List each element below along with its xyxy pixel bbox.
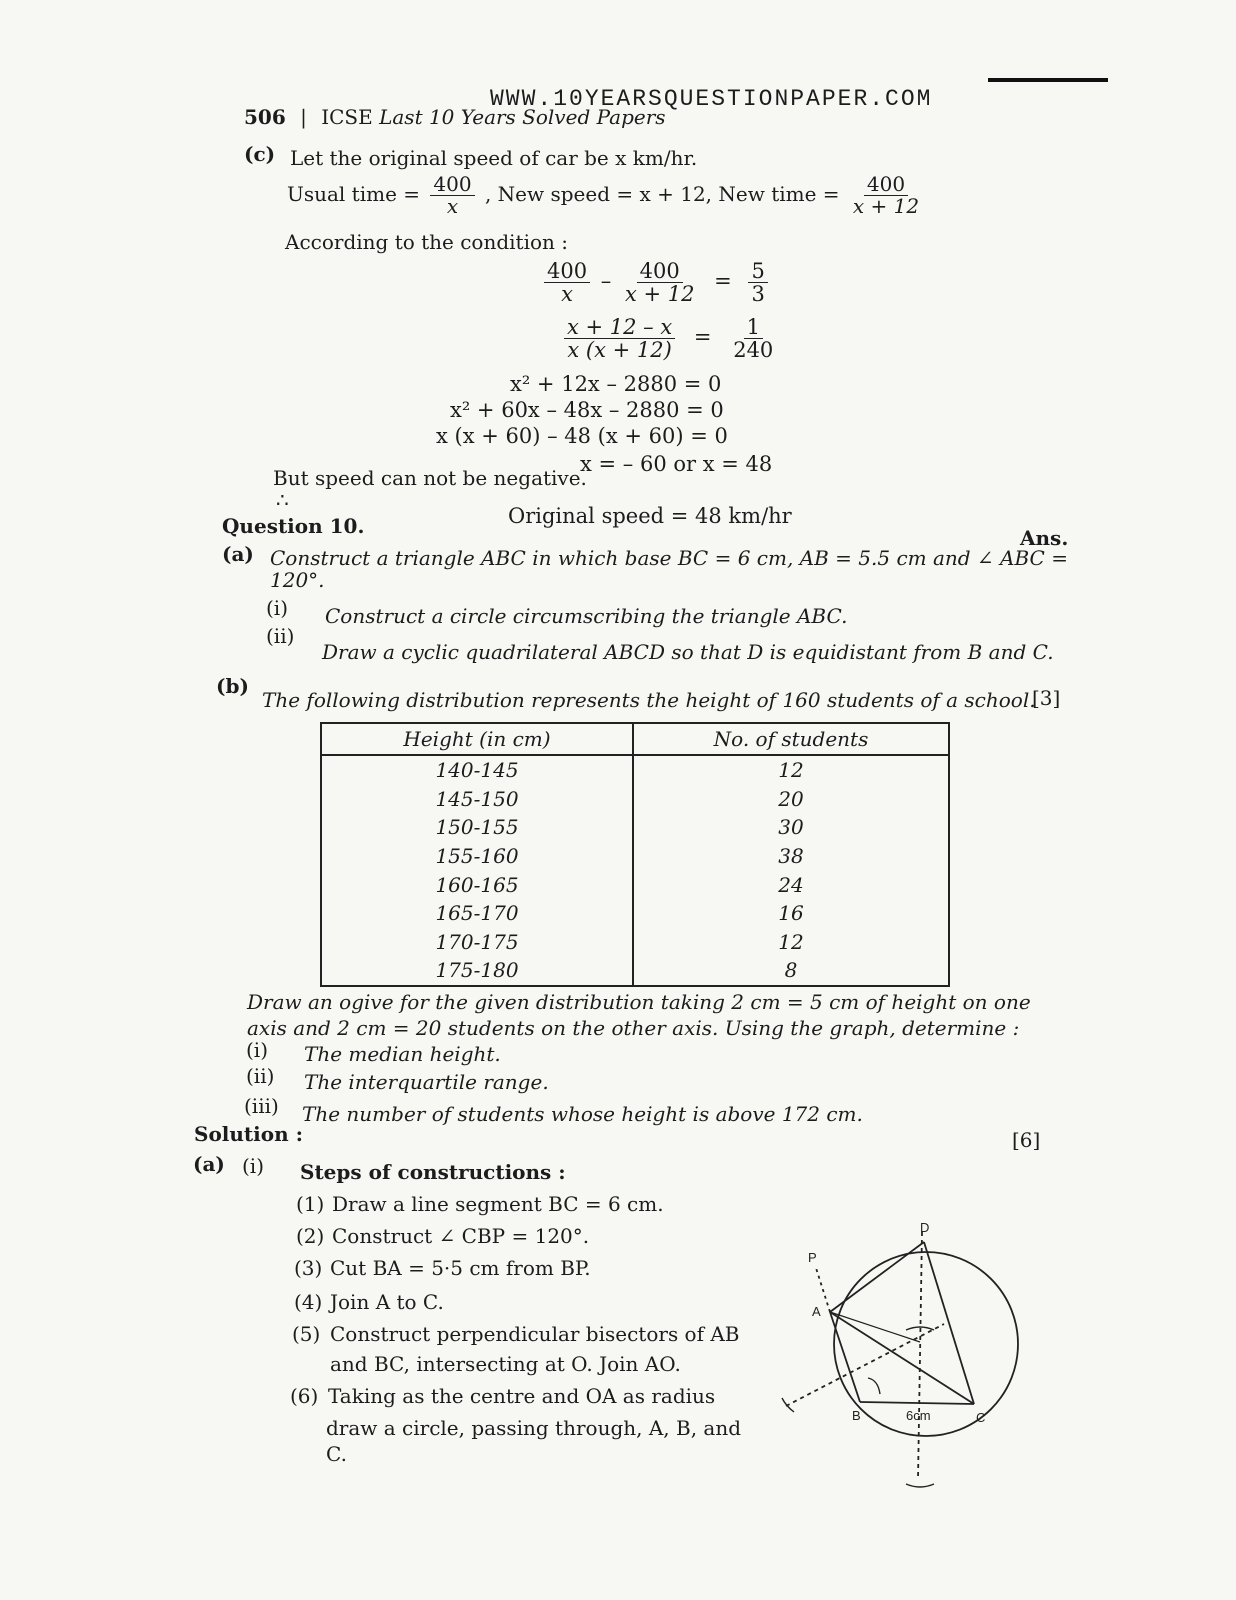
label-bc-length: 6cm <box>906 1408 931 1423</box>
height-cell: 145-150 <box>321 785 633 814</box>
step-2: (2) Construct ∠ CBP = 120°. <box>296 1224 590 1248</box>
question-10-title: Question 10. <box>222 514 365 538</box>
eq1-frac-a: $\frac{400}{x}$ <box>544 260 590 305</box>
q10b-ii-label: (ii) <box>246 1064 275 1088</box>
usual-time-line <box>287 174 926 217</box>
step-4: (4) Join A to C. <box>294 1290 444 1314</box>
q10a-label: (a) <box>222 542 254 566</box>
students-cell: 8 <box>784 958 798 983</box>
table-row <box>321 785 949 814</box>
negative-note: But speed can not be negative. <box>273 466 587 490</box>
ans-label: Ans. <box>1020 526 1069 550</box>
q10b-marks: [6] <box>1012 1128 1041 1152</box>
q10b-iii-text: The number of students whose height is above 172 cm. <box>302 1102 863 1126</box>
q10a-marks: [3] <box>1032 686 1061 710</box>
part-c-intro: Let the original speed of car be x km/hr. <box>290 146 698 170</box>
q10a-ii-label: (ii) <box>266 624 295 648</box>
table-row <box>321 842 949 871</box>
arc-mark-bottom <box>906 1484 934 1487</box>
eq1-frac-r: $\frac{5}{3}$ <box>748 260 767 305</box>
q10a-ii-text: Draw a cyclic quadrilateral ABCD so that D is equidistant from B and C. <box>322 640 1054 664</box>
q10a-i-label: (i) <box>266 596 289 620</box>
new-time-fraction: $\frac{400}{x + 12}$ <box>852 172 920 218</box>
segment-ad <box>830 1242 924 1312</box>
eq1-minus: – <box>600 269 612 294</box>
q10a-i-text: Construct a circle circumscribing the triangle ABC. <box>325 604 848 628</box>
students-cell: 20 <box>778 786 804 811</box>
book-title: Last 10 Years Solved Papers <box>379 105 666 129</box>
solution-title: Solution : <box>194 1122 303 1146</box>
ogive-instruction-2: axis and 2 cm = 20 students on the other axis. Using the graph, determine : <box>247 1016 1020 1040</box>
segment-bc <box>860 1402 974 1404</box>
header-height: Height (in cm) <box>321 723 633 755</box>
equation-1 <box>540 260 772 305</box>
eq2-equals: = <box>693 325 712 350</box>
label-b: B <box>852 1408 861 1423</box>
height-cell: 140-145 <box>321 755 633 785</box>
eq1-equals: = <box>714 269 732 294</box>
table-row <box>321 755 949 785</box>
q10b-i-label: (i) <box>246 1038 269 1062</box>
table-row <box>321 870 949 899</box>
equation-3: x² + 12x – 2880 = 0 <box>510 372 722 396</box>
equation-5: x (x + 60) – 48 (x + 60) = 0 <box>436 424 728 448</box>
students-cell: 12 <box>778 929 804 954</box>
height-cell: 160-165 <box>321 870 633 899</box>
steps-title: Steps of constructions : <box>300 1160 566 1184</box>
step-5-cont: and BC, intersecting at O. Join AO. <box>330 1352 681 1376</box>
part-c-label: (c) <box>244 142 276 166</box>
segment-dc <box>924 1242 974 1404</box>
label-a: A <box>812 1304 821 1319</box>
q10b-ii-text: The interquartile range. <box>304 1070 549 1094</box>
bisector-bc <box>918 1232 922 1480</box>
step-6-end: C. <box>326 1442 347 1466</box>
segment-ac <box>830 1312 974 1404</box>
eq2-frac: $\frac{x + 12 - x}{x (x + 12)}$ <box>564 316 675 361</box>
height-cell: 155-160 <box>321 842 633 871</box>
label-d: D <box>920 1220 930 1235</box>
height-cell: 175-180 <box>321 956 633 986</box>
step-3: (3) Cut BA = 5·5 cm from BP. <box>294 1256 591 1280</box>
q10b-label: (b) <box>216 674 249 698</box>
condition-text: According to the condition : <box>285 230 569 254</box>
equation-4: x² + 60x – 48x – 2880 = 0 <box>450 398 724 422</box>
step-5: (5) Construct perpendicular bisectors of AB <box>292 1322 740 1346</box>
students-cell: 24 <box>778 872 804 897</box>
q10b-iii-label: (iii) <box>244 1094 279 1118</box>
header-students: No. of students <box>633 723 949 755</box>
label-c: C <box>976 1410 986 1425</box>
students-cell: 38 <box>778 844 804 869</box>
q10a-text-2: 120°. <box>270 568 325 592</box>
eq1-frac-b: $\frac{400}{x + 12}$ <box>624 259 695 307</box>
equation-6: x = – 60 or x = 48 <box>580 452 773 476</box>
construction-figure <box>768 1212 1028 1512</box>
students-cell: 12 <box>778 758 804 783</box>
eq2-frac-r: $\frac{1}{240}$ <box>733 315 774 363</box>
therefore-symbol: ∴ <box>276 488 289 512</box>
q10a-text-1: Construct a triangle ABC in which base BC = 6 cm, AB = 5.5 cm and ∠ ABC = <box>270 546 1068 570</box>
book-prefix: ICSE <box>321 105 373 129</box>
top-rule <box>988 78 1108 82</box>
table-row <box>321 899 949 928</box>
angle-arc <box>868 1378 880 1394</box>
ogive-instruction-1: Draw an ogive for the given distribution taking 2 cm = 5 cm of height on one <box>247 990 1031 1014</box>
radius-ao <box>830 1312 920 1342</box>
height-cell: 170-175 <box>321 928 633 957</box>
new-speed-text: , New speed = x + 12, New time = <box>484 182 840 206</box>
solution-i-label: (i) <box>242 1154 265 1178</box>
header-separator: | <box>300 105 307 129</box>
height-cell: 165-170 <box>321 899 633 928</box>
label-p: P <box>808 1250 817 1265</box>
students-cell: 30 <box>778 815 804 840</box>
original-speed-result: Original speed = 48 km/hr <box>508 504 792 528</box>
solution-a-label: (a) <box>193 1152 225 1176</box>
step-6: (6) Taking as the centre and OA as radius <box>290 1384 716 1408</box>
usual-time-label: Usual time = <box>287 182 421 206</box>
table-header-row <box>321 723 949 755</box>
height-distribution-table <box>320 722 950 987</box>
step-6-cont: draw a circle, passing through, A, B, and <box>326 1416 742 1440</box>
usual-time-fraction: $\frac{400}{x}$ <box>430 174 474 217</box>
website-watermark: WWW.10YEARSQUESTIONPAPER.COM <box>490 86 933 112</box>
equation-2 <box>560 316 780 361</box>
running-header <box>244 105 666 129</box>
page-number: 506 <box>244 105 286 129</box>
q10b-text: The following distribution represents the height of 160 students of a school. <box>262 688 1036 712</box>
height-cell: 150-155 <box>321 813 633 842</box>
step-1: (1) Draw a line segment BC = 6 cm. <box>296 1192 664 1216</box>
table-row <box>321 956 949 986</box>
table-row <box>321 813 949 842</box>
table-row <box>321 928 949 957</box>
q10b-i-text: The median height. <box>304 1042 501 1066</box>
students-cell: 16 <box>778 901 804 926</box>
